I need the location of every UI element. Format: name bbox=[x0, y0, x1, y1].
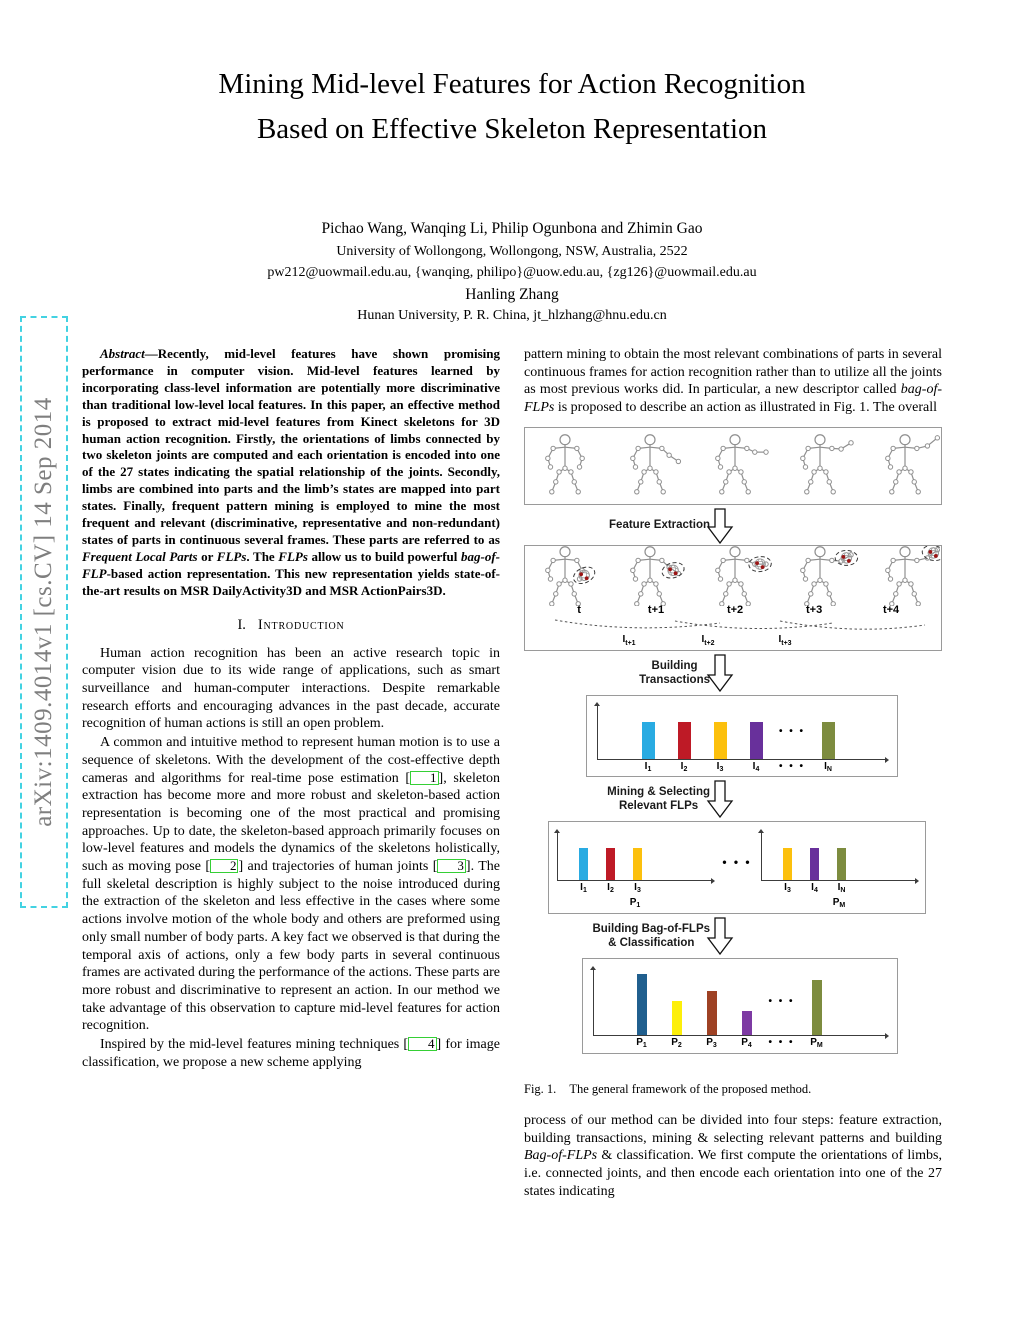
transaction-arcs-graphic bbox=[525, 618, 942, 633]
bar-P3 bbox=[707, 991, 717, 1035]
citation-link[interactable]: 2 bbox=[210, 859, 239, 873]
flp-histogram-pm bbox=[761, 831, 917, 909]
bar-label: $I_2$ bbox=[607, 881, 614, 894]
figure-panel-bag-of-flps bbox=[582, 958, 898, 1054]
figure-panel-flps bbox=[548, 821, 926, 914]
section-title: Introduction bbox=[257, 616, 345, 633]
paragraph: A common and intuitive method to represent human motion is to use a sequence of skeletons. With the development of the cost-effective depth cameras and algorithms for real-time pose estimation [ 1 ], skeleton extraction has become more and more robust and skeleton-based action representation is becoming one of the most practical and promising approaches. Up to date, the skeleton-based approach primarily focuses on low-level features and models the dynamics of the skeletons holistically, such as moving pose [ 2 ] and trajectories of human joints [ 3 ]. The full skeletal description is highly subject to the noise introduced during the extraction of the skeleton and less effective in the cases where some actions involve motion of the whole body and others are preformed using only small number of body parts. A key fact we observed is that during the temporal axis of actions, only a few body parts in several continuous frames are activated during the performance of the actions. These parts are more robust and discriminative to represent an action. In our method we take advantage of this observation to capture mid-level features for action recognition. bbox=[82, 735, 500, 1034]
paragraph: Inspired by the mid-level features mining techniques [ 4 ] for image classification, we propose a new scheme applying bbox=[82, 1036, 500, 1070]
citation-link[interactable]: 3 bbox=[437, 859, 466, 873]
bar-I4 bbox=[810, 848, 819, 880]
author-name-2: Hanling Zhang bbox=[465, 286, 559, 303]
bar-label: $I_2$ bbox=[680, 760, 688, 773]
down-arrow-icon bbox=[706, 780, 734, 818]
right-column bbox=[524, 346, 942, 1200]
bar-label: $P_1$ bbox=[636, 1036, 647, 1049]
figure-step-label: Mining & Selecting Relevant FLPs bbox=[607, 785, 711, 812]
bar-label: $P_2$ bbox=[671, 1036, 682, 1049]
skeleton-features-graphic bbox=[525, 546, 942, 606]
figure-step-label: Feature Extraction bbox=[609, 518, 711, 531]
bar-P1 bbox=[637, 974, 647, 1035]
flp-histogram-p1 bbox=[557, 831, 713, 909]
bar-label: $I_N$ bbox=[837, 881, 846, 894]
bar-IN bbox=[822, 722, 835, 759]
section-number: I. bbox=[237, 616, 246, 633]
ellipsis: • • • bbox=[722, 854, 752, 869]
figure-panel-feature-extraction bbox=[524, 545, 942, 651]
author-block bbox=[0, 218, 1024, 326]
figure-1 bbox=[524, 427, 942, 1054]
chart-footer-label: $P_M$ bbox=[832, 896, 846, 909]
bar-I2 bbox=[606, 848, 615, 880]
figure-step-mining-selecting bbox=[524, 777, 942, 821]
bar-I3 bbox=[633, 848, 642, 880]
bar-label: $P_3$ bbox=[706, 1036, 717, 1049]
ellipsis: • • • bbox=[778, 760, 806, 772]
paragraph: Human action recognition has been an active research topic in computer vision due to its wide range of applications, such as smart surveillance and human-computer interactions. Despite remarkable research efforts and encouraging advances in the past decade, accurate recognition of human actions is still an open problem. bbox=[82, 645, 500, 732]
paper-title-line1: Mining Mid-level Features for Action Recognition bbox=[218, 68, 806, 100]
bar-IN bbox=[837, 848, 846, 880]
section-heading bbox=[82, 617, 500, 634]
affiliation-1: University of Wollongong, Wollongong, NSW, Australia, 2522 bbox=[336, 244, 688, 259]
interval-label: $I_{t+3}$ bbox=[778, 633, 792, 647]
figure-panel-transactions bbox=[586, 695, 898, 777]
ellipsis: • • • bbox=[778, 725, 806, 737]
citation-link[interactable]: 4 bbox=[408, 1037, 437, 1051]
bar-P4 bbox=[742, 1011, 752, 1035]
bar-I2 bbox=[678, 722, 691, 759]
figure-step-feature-extraction bbox=[524, 505, 942, 545]
bar-I4 bbox=[750, 722, 763, 759]
frame-time-label: t+4 bbox=[882, 603, 900, 616]
bar-PM bbox=[812, 980, 822, 1035]
bar-label: $I_N$ bbox=[824, 760, 832, 773]
bar-label: $I_3$ bbox=[716, 760, 724, 773]
ellipsis: • • • bbox=[768, 1036, 795, 1048]
bar-I3 bbox=[783, 848, 792, 880]
author-emails: pw212@uowmail.edu.au, {wanqing, philipo}@uow.edu.au, {zg126}@uowmail.edu.au bbox=[267, 265, 757, 280]
frame-time-label: t bbox=[577, 603, 581, 616]
figure-step-building-transactions bbox=[524, 651, 942, 695]
paper-title-line2: Based on Effective Skeleton Representation bbox=[256, 113, 768, 145]
frame-time-label: t+2 bbox=[726, 603, 744, 616]
abstract: Abstract—Recently, mid-level features have shown promising performance in computer vision. Mid-level features learned by incorporating class-level information are potentially more discriminative than traditional low-level local features. In this paper, an effective method is proposed to extract mid-level features from Kinect skeletons for 3D human action recognition. Firstly, the orientations of limbs connected by two skeleton joints are computed and each orientation is encoded into one of the 27 states indicating the spatial relationship of the joints. Secondly, limbs are combined into parts and the limb’s states are mapped into part states. Finally, frequent pattern mining is employed to mine the most frequent and relevant (discriminative, representative and non-redundant) states of parts in continuous several frames. These parts are referred to as Frequent Local Parts or FLPs. The FLPs allow us to build powerful bag-of-FLP-based action representation. This new representation yields state-of-the-art results on MSR DailyActivity3D and MSR ActionPairs3D. bbox=[82, 346, 500, 598]
bar-P2 bbox=[672, 1001, 682, 1035]
down-arrow-icon bbox=[706, 654, 734, 692]
paragraph: pattern mining to obtain the most relevant combinations of parts in several continuous frames for action recognition rather than to utilize all the joints as most previous works did. In particular, a new descriptor called bag-of-FLPs is proposed to describe an action as illustrated in Fig. 1. The overall bbox=[524, 347, 942, 416]
frame-time-label: t+3 bbox=[806, 603, 823, 616]
bar-label: $I_4$ bbox=[752, 760, 760, 773]
figure-step-label: Building Transactions bbox=[639, 659, 711, 686]
ellipsis: • • • bbox=[768, 995, 795, 1007]
down-arrow-icon bbox=[706, 917, 734, 955]
bar-label: $I_1$ bbox=[580, 881, 587, 894]
figure-caption bbox=[524, 1082, 942, 1097]
figure-step-bag-classification bbox=[524, 914, 942, 958]
bar-label: $I_3$ bbox=[784, 881, 791, 894]
interval-label: $I_{t+2}$ bbox=[701, 633, 715, 647]
left-column bbox=[82, 346, 500, 1071]
bar-label: $I_3$ bbox=[634, 881, 641, 894]
interval-label: $I_{t+1}$ bbox=[622, 633, 636, 647]
citation-link[interactable]: 1 bbox=[410, 771, 439, 785]
skeleton-sequence-graphic bbox=[525, 428, 942, 504]
down-arrow-icon bbox=[706, 508, 734, 544]
chart-footer-label: $P_1$ bbox=[629, 896, 641, 909]
arxiv-watermark-text: arXiv:1409.4014v1 [cs.CV] 14 Sep 2014 bbox=[30, 397, 57, 827]
bar-I1 bbox=[642, 722, 655, 759]
figure-step-label: Building Bag-of-FLPs & Classification bbox=[592, 922, 711, 949]
bar-I3 bbox=[714, 722, 727, 759]
paragraph: process of our method can be divided into four steps: feature extraction, building transactions, mining & selecting relevant patterns and building Bag-of-FLPs & classification. We first compute the orientations of limbs, i.e. connected joints, and then encode each orientation into one of the 27 states indicating bbox=[524, 1112, 942, 1199]
bar-I1 bbox=[579, 848, 588, 880]
figure-caption-text: The general framework of the proposed method. bbox=[569, 1081, 812, 1096]
bag-of-flps-histogram bbox=[593, 968, 887, 1049]
two-column-body bbox=[82, 346, 942, 1200]
bar-label: $P_4$ bbox=[741, 1036, 752, 1049]
transactions-histogram bbox=[597, 704, 887, 773]
arxiv-watermark bbox=[20, 316, 68, 908]
affiliation-2: Hunan University, P. R. China, jt_hlzhang@hnu.edu.cn bbox=[357, 308, 667, 323]
figure-panel-skeleton-sequence bbox=[524, 427, 942, 505]
figure-caption-tag: Fig. 1. bbox=[524, 1081, 557, 1096]
paper-title bbox=[40, 62, 984, 152]
frame-time-label: t+1 bbox=[647, 603, 665, 616]
bar-label: $I_1$ bbox=[644, 760, 652, 773]
bar-label: $I_4$ bbox=[811, 881, 818, 894]
author-names: Pichao Wang, Wanqing Li, Philip Ogunbona and Zhimin Gao bbox=[321, 220, 703, 237]
bar-label: $P_M$ bbox=[810, 1036, 823, 1049]
